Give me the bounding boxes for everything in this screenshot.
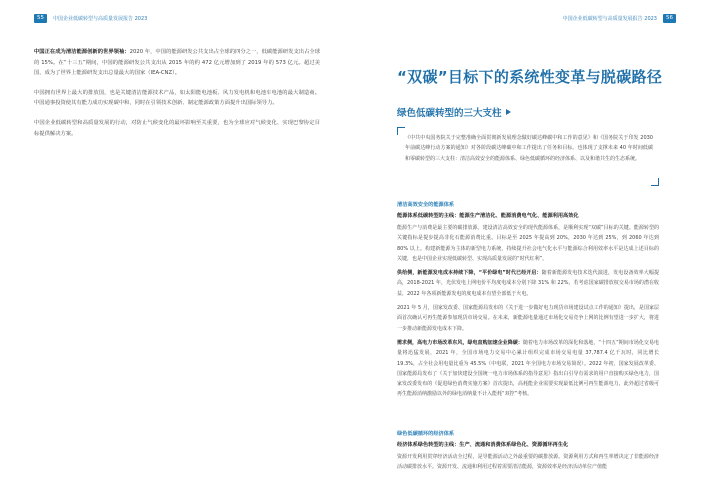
right-page-number: 56 — [663, 14, 676, 23]
right-header — [563, 14, 676, 23]
page-header — [0, 14, 710, 26]
sub-title-text: 绿色低碳转型的三大支柱 — [397, 108, 502, 119]
corner-bracket-close-icon — [651, 178, 659, 186]
paragraph-lead: 中国正在成为清洁能源创新的世界领袖： — [34, 49, 130, 55]
quote-box — [397, 127, 659, 186]
left-paragraph-3 — [34, 118, 320, 139]
paragraph-text: 随着新能源发电技术迭代演进，发电设备效率大幅提高，2018-2021 年，光伏发电上网电价平均度电成本分别下降 31% 和 22%，若考虑国家碳排放权交易市场的潜在收益，2022 年各项新能源发电的度电成本有望全部低于火电。 — [397, 270, 659, 297]
section-economic-system — [397, 430, 659, 477]
paragraph-text: 中国拥有世界上最大的排放国，也是关键清洁能源技术产品，如太阳能电池板、风力发电机和电池车电池的最大制造商。中国通事投资使其有能力成功实现碳中和，同时在引领技术创新、制定能源政策方面提升出国际领导力。 — [34, 89, 320, 107]
paragraph-text: 2020 年，中国的能源研发公共支出占全球的四分之一，低碳能源研发支出占全球的 15%。在“十三五”期间，中国的能源研发公共支出从 2015 年的约 472 亿元增加到了 2019 年的 573 亿元。超过美国，成为了世界上能源研发支出总量最大的国家（IEA-CNZ）。 — [34, 49, 320, 77]
section-heading: 清洁高效安全的能源体系 — [397, 202, 455, 208]
triangle-right-icon — [506, 109, 511, 115]
right-header-title: 中国企业低碳转型与高质量发展报告 2023 — [562, 16, 657, 22]
section-paragraph — [397, 268, 659, 299]
section-energy-system — [397, 201, 659, 404]
left-header-title: 中国企业低碳转型与高质量发展报告 2023 — [53, 16, 148, 22]
paragraph-lead: 供给侧，新能源发电成本持续下降，“平价绿电”时代已经开启： — [397, 270, 542, 277]
left-paragraph-2 — [34, 88, 320, 109]
section-paragraph — [397, 338, 659, 400]
sub-title — [397, 105, 657, 119]
paragraph-text: 随着电力市场改革的深化和落地，“十四五”期间市场化交易电量将迅猛发展，2021 年，全国市场电力交易中心累计组织完成市场交易电量 37,787.4 亿千瓦时，同比增长 19.3%，占全社会用电量比重为 45.5%（中电联，2021 年全国电力市场交易简况）。2022 年初，国家发展改革委、国家能源局发布了《关于加快建设全国统一电力市场体系的指导意见》指出白引导有需求的用户直接购买绿色电力，国家发改委发布的《促进绿色消费实施方案》首次提出，高耗能企业需要实现最低比例可再生能源电力，此外超过省级可再生能源消纳激励以外的绿电消纳量不计入能耗“双控”考核。 — [397, 339, 659, 398]
left-header — [34, 14, 147, 23]
corner-bracket-open-icon — [397, 127, 405, 135]
paragraph-lead: 需求侧，高电力市场改革东风，绿电直购加速企业降碳： — [397, 339, 523, 346]
main-title: “双碳”目标下的系统性变革与脱碳路径 — [397, 68, 663, 86]
left-paragraph-1 — [34, 47, 320, 79]
paragraph-text: 中国企业低碳转型和高质量发展的行动，对防止气候变化的最坏影响至关重要，也为全球应对气候变化、实现巴黎协定目标提供解决方案。 — [34, 119, 320, 137]
quote-text: 《中共中央国务院关于完整准确全面贯彻新发展理念做好碳达峰碳中和工作的意见》和《国务院关于印发 2030 年前碳达峰行动方案的通知》对各阶段碳达峰碳中和工作提出了任务和目标。也体现了支撑未来 40 年时间低碳和零碳转型的三大支柱：清洁高效安全的能源体系、绿色低碳循环的经济体系、以及和谐共生的生态系统。 — [405, 135, 653, 162]
section-paragraph: 2021 年 5 月，国家发改委、国家能源局发布的《关于进一步做好电力现货市场建设试点工作的通知》提出，是国家层面首次确认可再生能源参加现货市场交易。在未来，新能源电量通过市场化交易竞争上网的比例有望进一步扩大，将进一步推动新能源发电成本下降。 — [397, 305, 659, 332]
section-paragraph: 资源开发利用贯穿经济活动全过程，是导能源活动之外最重要的碳排放源。资源利用方式和再生率增决定了非能源经济活动碳排放水平。资源开发、流通和利用过程着需要清洁能源，资源效率是经济活动单位产值能 — [397, 454, 659, 471]
left-column — [34, 47, 320, 148]
right-title-block — [397, 66, 663, 119]
section-subheading: 能源体系低碳转型的主线：能源生产清洁化、能源消费电气化、能源利用高效化 — [397, 213, 579, 219]
section-paragraph: 能源生产与消费是最主要的碳排放源。建设清洁高效安全的现代能源体系，是顺利实现“双碳”目标的关键。能源转型的关键指标是提步提高非化石能源消费比重。目标是至 2025 年提高到 20%，2030 年达到 25%，到 2060 年达到 80% 以上。构建新能源为主体的新型电力系统，持续提升社会电气化水平与能源综合利用效率水平是达成上述目标的关键，也是中国企业实现低碳转型、实现高质量发展的“时代红利”。 — [397, 225, 659, 262]
section-heading: 绿色低碳循环的经济体系 — [397, 431, 455, 437]
section-subheading: 经济体系绿色转型的主线：生产、流通和消费体系绿色化、资源循环再生化 — [397, 442, 569, 448]
left-page-number: 55 — [34, 14, 47, 23]
